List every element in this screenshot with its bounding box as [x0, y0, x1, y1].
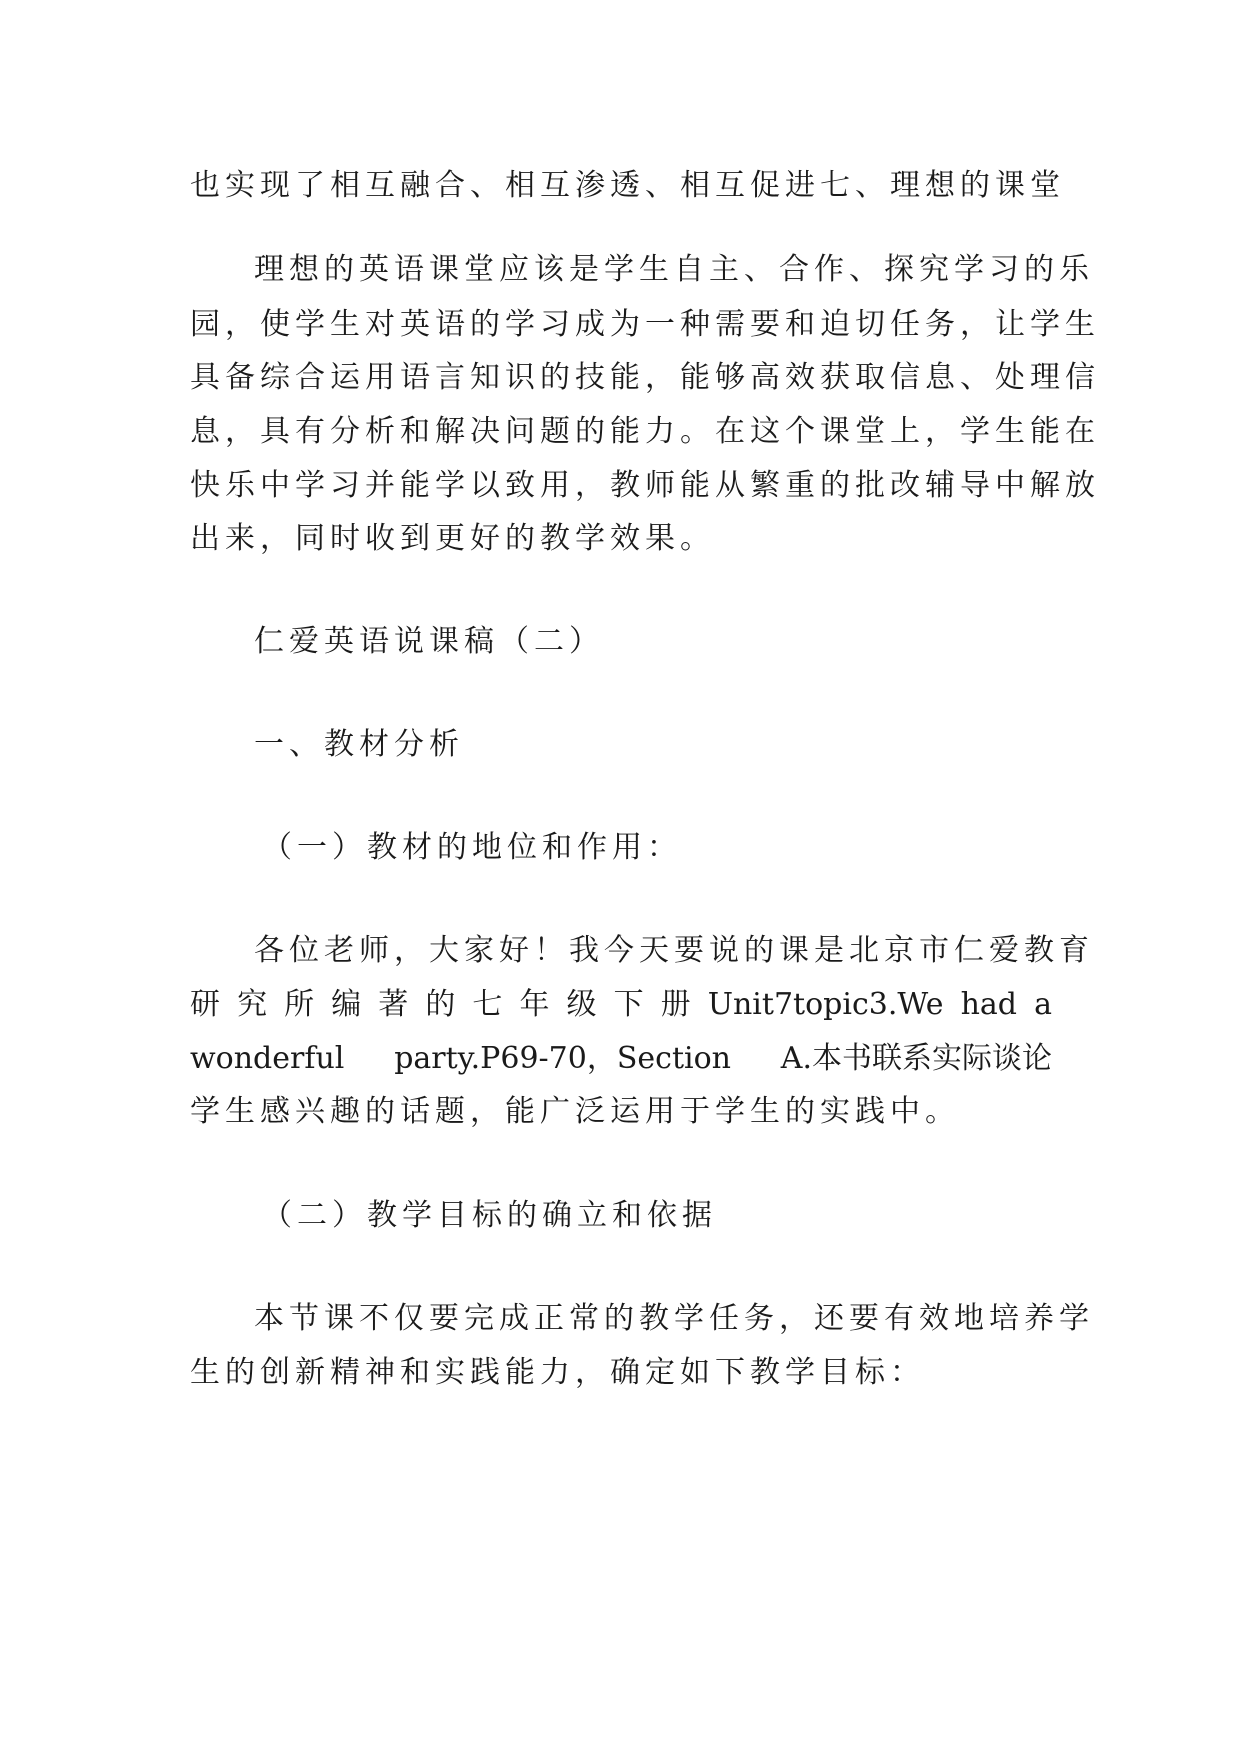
text-segment: 研 [190, 987, 220, 1022]
section-title: 仁爱英语说课稿（二） [254, 624, 604, 659]
text-segment: A.本书联系实际谈论 [780, 1041, 1052, 1076]
paragraph-line: 理想的英语课堂应该是学生自主、合作、探究学习的乐 [254, 252, 1094, 287]
text-segment: wonderful [190, 1041, 345, 1076]
text-segment: party.P69-70，Section [394, 1041, 731, 1076]
text-segment: had [960, 987, 1017, 1022]
paragraph-line: 息，具有分析和解决问题的能力。在这个课堂上，学生能在 [190, 414, 1100, 449]
subsection-heading: （二）教学目标的确立和依据 [262, 1198, 717, 1233]
section-heading: 一、教材分析 [254, 727, 464, 762]
paragraph-line: 学生感兴趣的话题，能广泛运用于学生的实践中。 [190, 1094, 960, 1129]
paragraph-line: 本节课不仅要完成正常的教学任务，还要有效地培养学 [254, 1301, 1094, 1336]
paragraph-line-justified [190, 985, 1052, 1025]
text-segment: 编 [331, 987, 362, 1022]
text-segment: 著 [378, 987, 409, 1022]
text-segment: 的 [425, 987, 456, 1022]
paragraph-line: 具备综合运用语言知识的技能，能够高效获取信息、处理信 [190, 360, 1100, 395]
text-segment: 级 [566, 987, 597, 1022]
paragraph-line: 生的创新精神和实践能力，确定如下教学目标： [190, 1355, 925, 1390]
text-segment: 究 [237, 987, 268, 1022]
text-segment: 下 [613, 987, 644, 1022]
text-segment: 册 [660, 987, 691, 1022]
paragraph-line: 各位老师，大家好！我今天要说的课是北京市仁爱教育 [254, 933, 1094, 968]
subsection-heading: （一）教材的地位和作用： [262, 830, 682, 865]
paragraph-line: 出来，同时收到更好的教学效果。 [190, 521, 715, 556]
text-segment: 七 [472, 987, 503, 1022]
paragraph-line: 快乐中学习并能学以致用，教师能从繁重的批改辅导中解放 [190, 468, 1100, 503]
paragraph-line: 园，使学生对英语的学习成为一种需要和迫切任务，让学生 [190, 307, 1100, 342]
text-segment: Unit7topic3.We [707, 987, 944, 1022]
paragraph-line-justified [190, 1039, 1052, 1079]
paragraph-line: 也实现了相互融合、相互渗透、相互促进七、理想的课堂 [190, 168, 1065, 203]
text-segment: 年 [519, 987, 550, 1022]
text-segment: a [1034, 987, 1052, 1022]
text-segment: 所 [284, 987, 315, 1022]
